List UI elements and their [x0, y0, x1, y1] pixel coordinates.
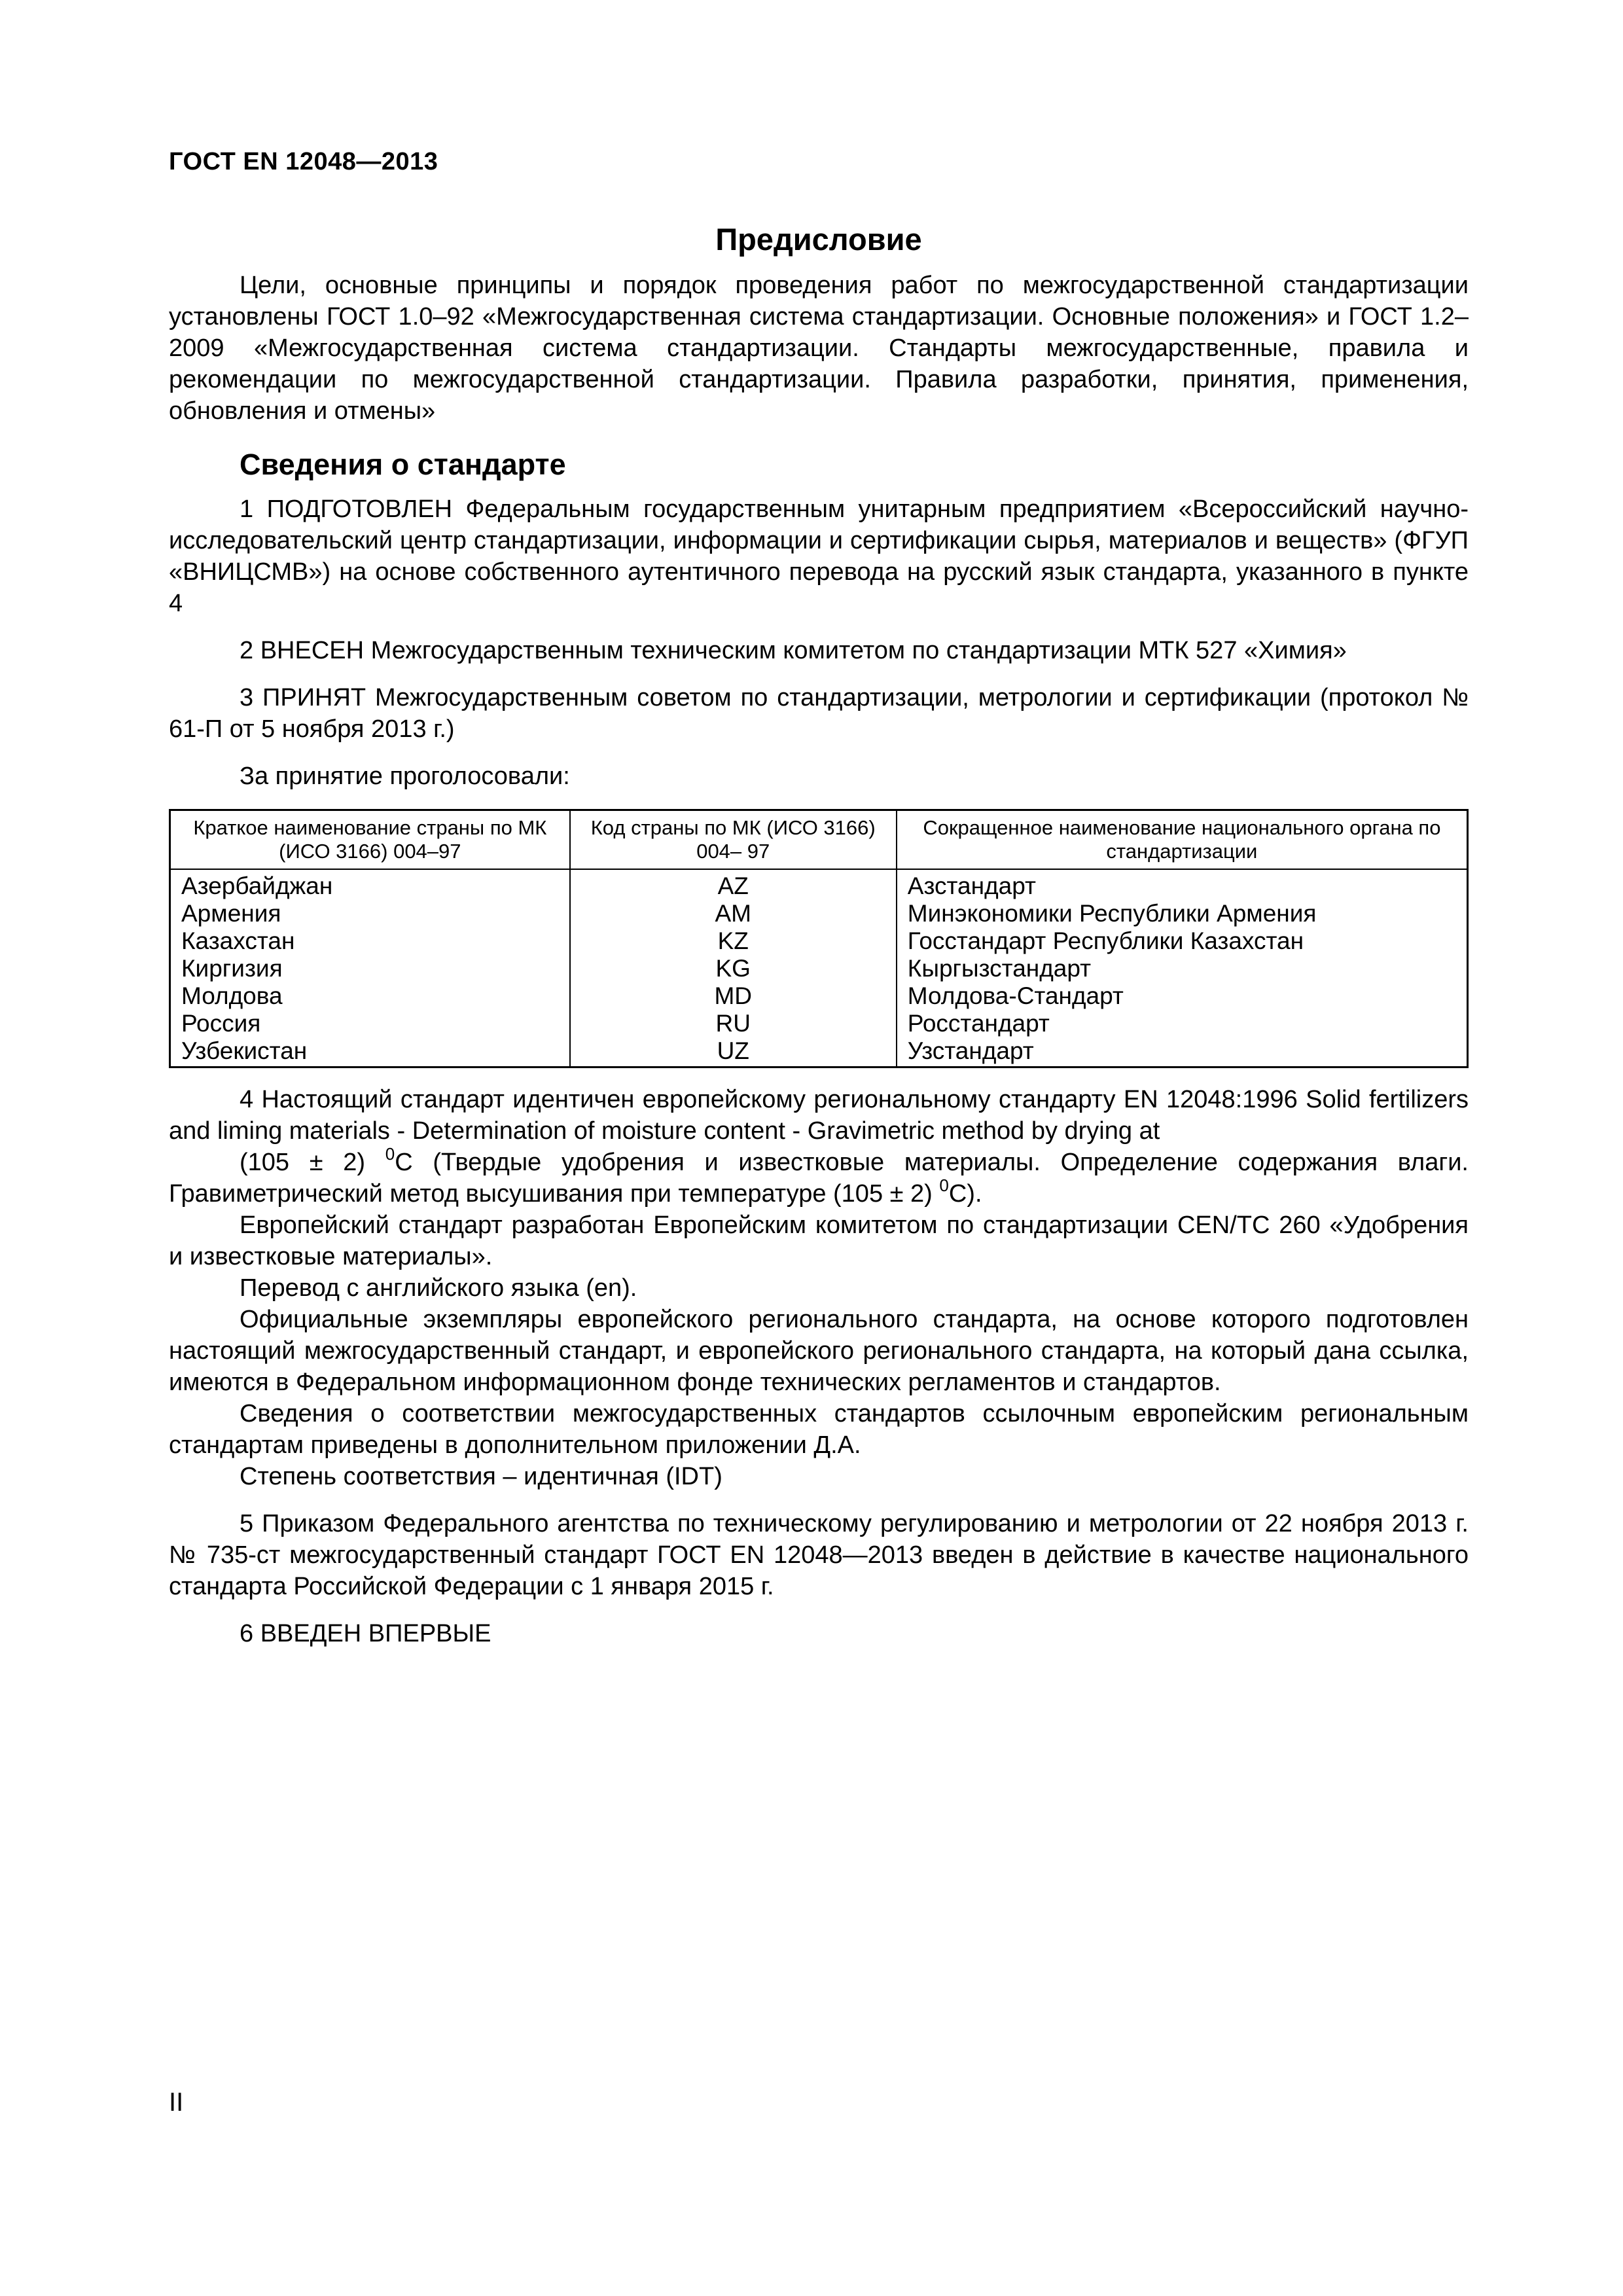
table-row: [170, 869, 1468, 900]
table-header-row: [170, 810, 1468, 870]
degree-sup: 0: [939, 1175, 949, 1196]
item-4-translation-text: C (Твердые удобрения и известковые материалы. Определение содержания влаги. Гравиметрический метод высушивания при температуре (105 ± 2): [169, 1149, 1469, 1208]
info-item-1: 1 ПОДГОТОВЛЕН Федеральным государственным унитарным предприятием «Всероссийский научно-исследовательский центр стандартизации, информации и сертификации сырья, материалов и веществ» (ФГУП «ВНИЦСМВ») на основе собственного аутентичного перевода на русский язык стандарта, указанного в пункте 4: [169, 495, 1469, 617]
item-4-paragraph-cen: Европейский стандарт разработан Европейским комитетом по стандартизации CEN/TC 260 «Удобрения и известковые материалы».: [169, 1211, 1469, 1270]
page-number: II: [169, 2088, 184, 2117]
table-row: [170, 955, 1468, 982]
table-row: [170, 1010, 1468, 1037]
national-body: Росстандарт: [897, 1010, 1468, 1037]
country-code: RU: [570, 1010, 897, 1037]
item-4-translation-end: C).: [948, 1180, 982, 1208]
country-code: AZ: [570, 869, 897, 900]
info-item-5: 5 Приказом Федерального агентства по техническому регулированию и метрологии от 22 ноября 2013 г. № 735-ст межгосударственный стандарт ГОСТ EN 12048—2013 введен в действие в качестве национального стандарта Российской Федерации с 1 января 2015 г.: [169, 1510, 1469, 1600]
standard-info-title: Сведения о стандарте: [240, 448, 566, 481]
vote-label: За принятие проголосовали:: [240, 762, 570, 790]
country-code: UZ: [570, 1037, 897, 1067]
table-row: [170, 982, 1468, 1010]
info-item-6: 6 ВВЕДЕН ВПЕРВЫЕ: [240, 1620, 491, 1647]
country-code: MD: [570, 982, 897, 1010]
national-body: Узстандарт: [897, 1037, 1468, 1067]
voting-table: [169, 809, 1469, 1068]
national-body: Азстандарт: [897, 869, 1468, 900]
info-item-4: 4 Настоящий стандарт идентичен европейскому региональному стандарту EN 12048:1996 Solid fertilizers and liming materials - Determination of moisture content - Gravimetric method by drying at: [169, 1086, 1469, 1145]
info-item-2: 2 ВНЕСЕН Межгосударственным техническим комитетом по стандартизации МТК 527 «Химия»: [240, 637, 1347, 664]
item-4-translation: [169, 1144, 1469, 1210]
degree-sup: 0: [385, 1144, 395, 1164]
country-name: Армения: [170, 900, 570, 927]
item-4-paragraph-translation: Перевод с английского языка (en).: [240, 1274, 637, 1302]
country-name: Казахстан: [170, 927, 570, 955]
item-4-temp-prefix: (105 ± 2): [240, 1149, 385, 1176]
national-body: Кыргызстандарт: [897, 955, 1468, 982]
document-body: [169, 221, 1469, 1649]
table-row: [170, 900, 1468, 927]
country-code: AM: [570, 900, 897, 927]
info-item-3: 3 ПРИНЯТ Межгосударственным советом по стандартизации, метрологии и сертификации (протокол № 61-П от 5 ноября 2013 г.): [169, 684, 1469, 743]
header-country-code: Код страны по МК (ИСО 3166) 004– 97: [570, 810, 897, 870]
national-body: Минэкономики Республики Армения: [897, 900, 1468, 927]
country-name: Азербайджан: [170, 869, 570, 900]
country-code: KG: [570, 955, 897, 982]
item-4-paragraph-conformity: Сведения о соответствии межгосударственных стандартов ссылочным европейским региональным стандартам приведены в дополнительном приложении Д.А.: [169, 1400, 1469, 1459]
item-4-paragraph-degree: Степень соответствия – идентичная (IDT): [240, 1463, 722, 1490]
document-header: ГОСТ EN 12048—2013: [169, 148, 438, 175]
header-country-name: Краткое наименование страны по МК (ИСО 3166) 004–97: [170, 810, 570, 870]
preface-title: Предисловие: [715, 222, 922, 257]
header-national-body: Сокращенное наименование национального органа по стандартизации: [897, 810, 1468, 870]
national-body: Молдова-Стандарт: [897, 982, 1468, 1010]
country-code: KZ: [570, 927, 897, 955]
national-body: Госстандарт Республики Казахстан: [897, 927, 1468, 955]
country-name: Киргизия: [170, 955, 570, 982]
table-row: [170, 1037, 1468, 1067]
country-name: Россия: [170, 1010, 570, 1037]
item-4-paragraph-copies: Официальные экземпляры европейского регионального стандарта, на основе которого подготовлен настоящий межгосударственный стандарт, и европейского регионального стандарта, на который дана ссылка, имеются в Федеральном информационном фонде технических регламентов и стандартов.: [169, 1306, 1469, 1396]
country-name: Узбекистан: [170, 1037, 570, 1067]
table-row: [170, 927, 1468, 955]
country-name: Молдова: [170, 982, 570, 1010]
preface-paragraph: Цели, основные принципы и порядок проведения работ по межгосударственной стандартизации установлены ГОСТ 1.0–92 «Межгосударственная система стандартизации. Основные положения» и ГОСТ 1.2–2009 «Межгосударственная система стандартизации. Стандарты межгосударственные, правила и рекомендации по межгосударственной стандартизации. Правила разработки, принятия, применения, обновления и отмены»: [169, 272, 1469, 425]
